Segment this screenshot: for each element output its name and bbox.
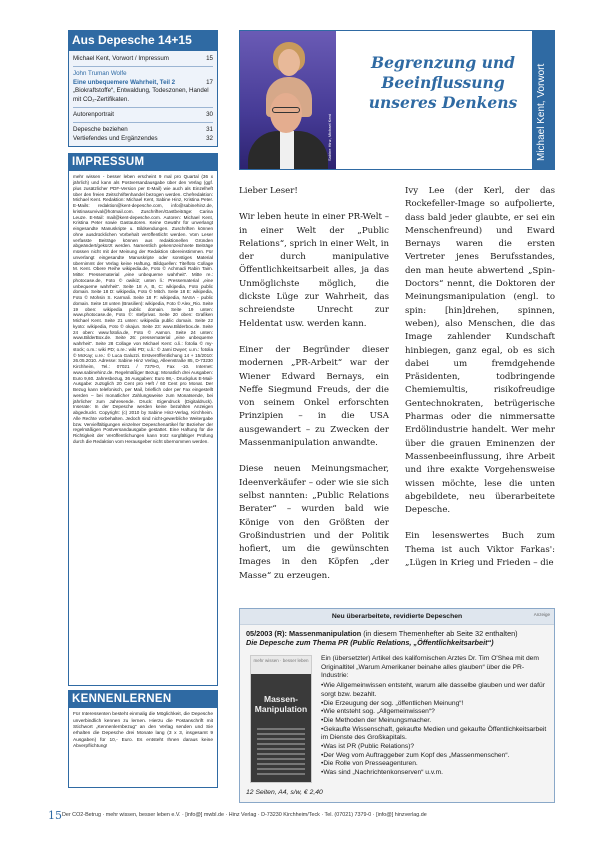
impressum-title: IMPRESSUM [68, 153, 218, 171]
ad-bullet-list [321, 682, 551, 778]
toc-row-page: 17 [206, 78, 213, 86]
toc-divider [73, 66, 213, 67]
toc-row-text: Autorenportrait [73, 111, 114, 119]
kennenlernen-body: Für Interessenten besteht einmalig die Möglichkeit, die Depesche unverbindlich kennen zu lernen. Hierzu die Postanschrift mit Stichwort „Kennenlernbezug“ an den Verlag senden und Sie erhalten die Depesche drei Monate lang (3 x 3, insgesamt 9 Ausgaben) für 10,- Euro. Es entsteht Ihnen daraus keine Abverpflichtung! [68, 708, 218, 788]
greeting: Lieber Leser! [239, 186, 298, 196]
headline-line: unseres Denkens [368, 93, 518, 112]
paragraph: Wir leben heute in einer PR-Welt – in einer Welt der „Public Relations“, sprich in einer Welt, in der durch manipulative Öffentlichkeitsarbeit alles, ja das Unmöglichste möglich, die dickste Lüge zur Wahrheit, das schreiendste Unrecht zur Heldentat usw. werden kann. [239, 212, 389, 329]
headline-line: Beeinflussung [381, 73, 505, 92]
ad-intro: Ein (übersetzter) Artikel des kalifornischen Arztes Dr. Tim O'Shea mit dem Originaltitel „Warum Amerikaner beinahe alles glauben“ über die PR-Industrie: [321, 655, 539, 680]
ad-bullet: • Was sind „Nachrichtenkonserven“ u.v.m. [321, 769, 551, 778]
article-column-2 [405, 185, 555, 583]
toc-row[interactable] [73, 111, 213, 119]
paragraph: Diese neuen Meinungsmacher, Ideenverkäufer – oder wie sie sich selbst nannten: „Public Relations Berater“ – wurden bald wie Könige von den Größten der Großindustrien und der Politik hofiert, um die gewünschten Images in den Köpfen „der Masse“ zu erzeugen. [239, 464, 389, 581]
toc-article-desc: „Biokraftstoffe“, Entwaldung, Todeszonen, Handel mit CO₂-Zertifikaten. [73, 87, 209, 103]
page-number: 15 [48, 809, 62, 822]
ad-caption: 12 Seiten, A4, s/w, € 2,40 [246, 789, 323, 796]
toc-article-title: Eine unbequemere Wahrheit, Teil 2 [73, 78, 176, 86]
section-label: Michael Kent, Vorwort [536, 63, 547, 161]
toc-row-text: Vertiefendes und Ergänzendes [73, 134, 158, 142]
ad-bullet: • Wie Allgemeinwissen entsteht, warum alle dasselbe glauben und wer dafür sorgt bzw. bezahlt. [321, 682, 551, 699]
section-rail [532, 31, 554, 169]
ad-subtitle: Die Depesche zum Thema PR (Public Relations, „Öffentlichkeitsarbeit“) [246, 638, 494, 648]
ad-title-rest: (in diesem Themenhefter ab Seite 32 enthalten) [361, 629, 518, 638]
toc-row-text: Michael Kent, Vorwort / Impressum [73, 55, 169, 62]
ad-header-text: Neu überarbeitete, revidierte Depeschen [331, 613, 463, 620]
ad-bullet: • Der Weg vom Auftraggeber zum Kopf des „Massenmenschen“. [321, 752, 551, 761]
ad-bullet: • Was ist PR (Public Relations)? [321, 743, 551, 752]
depesche-cover-image[interactable] [250, 655, 312, 783]
ad-bullet: • Die Methoden der Meinungsmacher. [321, 717, 551, 726]
toc-divider [73, 107, 213, 108]
ad-bullet: • Die Rolle von Presseagenturen. [321, 760, 551, 769]
toc-author: John Truman Wolfe [73, 70, 127, 78]
cover-title: Massen-Manipulation [254, 694, 308, 714]
ad-bullet: • Wie entsteht sog. „Allgemeinwissen“? [321, 708, 551, 717]
sidebar [68, 30, 218, 788]
toc-divider [73, 122, 213, 123]
author-photo [240, 31, 336, 169]
toc-title: Aus Depesche 14+15 [68, 30, 218, 50]
impressum-body [68, 171, 218, 686]
toc-row[interactable] [73, 135, 213, 143]
toc-row[interactable] [73, 55, 213, 63]
toc-box [68, 50, 218, 147]
ad-title-bold: 05/2003 (R): Massenmanipulation [246, 629, 362, 638]
advertisement-box[interactable] [239, 608, 555, 803]
toc-row-page: 30 [206, 111, 213, 119]
paragraph: Einer der Begründer dieser modernen „PR-Arbeit“ war der Wiener Edward Bernays, ein Neffe Siegmund Freuds, der die von seinem Onkel erforschten Prinzipien – in die USA ausgewandert – zu Zwecken der Massenmanipulation anwandte. [239, 344, 389, 449]
toc-row-text: Depesche beziehen [73, 126, 128, 134]
headline-line: Begrenzung und [370, 53, 516, 72]
paragraph: Ein lesenswertes Buch zum Thema ist auch Viktor Farkas': „Lügen in Krieg und Frieden – die [405, 531, 555, 569]
headline [358, 53, 528, 113]
hero-banner [239, 30, 555, 170]
ad-bullet: • Die Erzeugung der sog. „öffentlichen Meinung“! [321, 700, 551, 709]
toc-row-page: 15 [206, 55, 213, 62]
cover-brand: mehr wissen · besser leben [251, 656, 311, 674]
toc-row[interactable] [73, 79, 213, 87]
toc-row-page: 31 [206, 126, 213, 134]
ad-header [240, 609, 554, 625]
kennenlernen-title: KENNENLERNEN [68, 690, 218, 708]
cover-text-lines [257, 728, 305, 778]
ad-bullet: • Gekaufte Wissenschaft, gekaufte Medien und gekaufte Öffentlichkeitsarbeit im Dienste des Großkapitals. [321, 726, 551, 743]
toc-row[interactable] [73, 126, 213, 134]
ad-tag: Anzeige [533, 612, 550, 617]
photo-credit: Sabine Hinz, Michael Kent [327, 114, 332, 161]
footer-line: Der CO2-Betrug · mehr wissen, besser leben e.V. · [info@] mwbl.de · Hinz Verlag · D-73230 Kirchheim/Teck · Tel. (07021) 7379-0 · [info@] hinzverlag.de [62, 812, 427, 818]
toc-row-page: 32 [206, 134, 213, 142]
paragraph: Ivy Lee (der Kerl, der das Rockefeller-Image so aufpolierte, dass bald jeder glaubte, er sei ein Menschenfreund) und Eward Bernays waren die ersten Vertreter jenes Berufsstandes, den man heute abwertend „Spin-Doctors“ nennt, die Doktoren der Meinungsmanipulation (engl. to spin: [hin]drehen, spinnen, weben), also Menschen, die das Image zahlender Kundschaft hinbiegen, ganz egal, ob es sich dabei um fremdgehende Präsidenten, todbringende Chemiemultis, risikofreudige Gentechnokraten, betrügerische Pharmas oder die nimmersatte Erdölindustrie handelt. Wer mehr über die grauen Eminenzen der Massenbeeinflussung, ihre Arbeit und ihre exakte Vorgehensweise wissen möchte, lese die unten abgebildete, neu überarbeitete Depesche. [405, 186, 555, 516]
article-column-1 [239, 185, 389, 596]
ad-text [321, 655, 551, 778]
ad-title [240, 625, 554, 638]
impressum-text: mehr wissen - besser leben erscheint 9 mal pro Quartal (36 x jährlich) und kann als Postversandausgabe über den Verlag (ggf. plus zusätzlicher PDF-Version per E-Mail) wie auch als Einzelheft über den freien Zeitschriftenhandel bezogen werden. Chefredaktion: Michael Kent. Redaktion: Michael Kent, Sabine Hinz, Kristina Peter. E-Mails: redaktion@kent-depesche.com, info@sabinehinz.de, kristinasurvival@hotmail.com. Zuschriften/Gastbeiträge: Carina Leuze. E-Mail: mail@kent-depesche.com. Autoren: Michael Kent, Kristina Peter sowie Gastautoren. Keine Gewähr für unverlangt eingesandte Manuskripte u. Bildsendungen. Zuschriften können ohne ausdrücklichen Vorbehalt veröffentlicht werden. Vom Leser verfasste Beiträge können aus redaktionellen Gründen abgeändert/gekürzt werden. Namentlich gekennzeichnete Beiträge müssen nicht mit der Meinung der Redaktion übereinstimmen. Für unverlangt eingesandte Manuskripte oder sonstiges Material übernimmt der Verlag keine Haftung. Bildquellen: Titelfoto Collage M. Kent. Obere Reihe wikipedia.de, Foto © Achmadi Rabin Taim. Mitte: Pressematerial „eine unbequeme wahrheit“. Mitte re.: photocase.de, Foto © owiki2; unten li.: Pressematerial „eine unbequeme wahrheit“. Seite 18 A, B, C: wikipedia, Foto public domain. Seite 18 D: wikipedia, Foto © Mitch. Seite 18 E: wikipedia, Foto © Mohsin S. Karmali. Seite 18 F: wikipedia, NASA - public domain. Seite 18 unten (Brasilien): wikipedia, Foto © Alex_Rio. Seite 19 oben: wikipedia public domain. Seite 19 unten: www.photocase.de, Foto ©: stefprivat. Seite 20 oben: Grafiken Michael Kent. Seite 21 unten: wikipedia public domain. Seite 22 kyoto: wikipedia, Foto © okajun. Seite 23: www.Bilderbox.de. Seite 24 oben: www.fotolia.de, Foto © Aamon. Seite 24 unten: www.BilderBox.de. Seite 26: pressematerial „eine unbequeme wahrheit“. Seite 28 Collage von Michael Kent: o.li.: fotolia © my-stock; o.m.: wiki PD; o.re.: wiki PD; u.li.: © Jami Dwyer; u.m.: fotolia © McKay; u.re.: © Luca Galuzzi. Erstveröffentlichung 14 + 15/2010: 26.05.2010. Adresse: Sabine Hinz Verlag, Alleenstraße 85, D-73230 Kirchheim, Tel.: 07021 / 7379-0, Fax -10. Internet: www.sabinehinz.de. Regelmäßiger Bezug: Monatlich drei Ausgaben: Euro 9,60. Jahresbezug, 36 Ausgaben: Euro 98,-. Druckplus E-Mail-Ausgabe: zuzüglich 20 Cent pro Heft / 60 Cent pro Monat. Der Bezug kann telefonisch, per Mail, brieflich oder per Fax eingestellt werden – bei monatlicher Zahlungsweise zum Monatsende, bei jährlicher zum Jahresende. Druck: Eigendruck (Digitaldruck). Inserate: In der Depesche werden keine bezahlten Anzeigen abgedruckt. Copyright: (c) 2010 by Sabine Hinz-Verlag, Kirchheim. Alle Rechte vorbehalten. Jedoch sind nicht-gewerbliche Weitergabe bzw. Vervielfältigungen einzelner Depeschenartikel für Bezieher der regelmäßigen Postversandausgabe gestattet. Eine Haftung für die Richtigkeit der Veröffentlichungen kann trotz sorgfältiger Prüfung durch die Redaktion vom Herausgeber nicht übernommen werden. [73, 174, 213, 444]
